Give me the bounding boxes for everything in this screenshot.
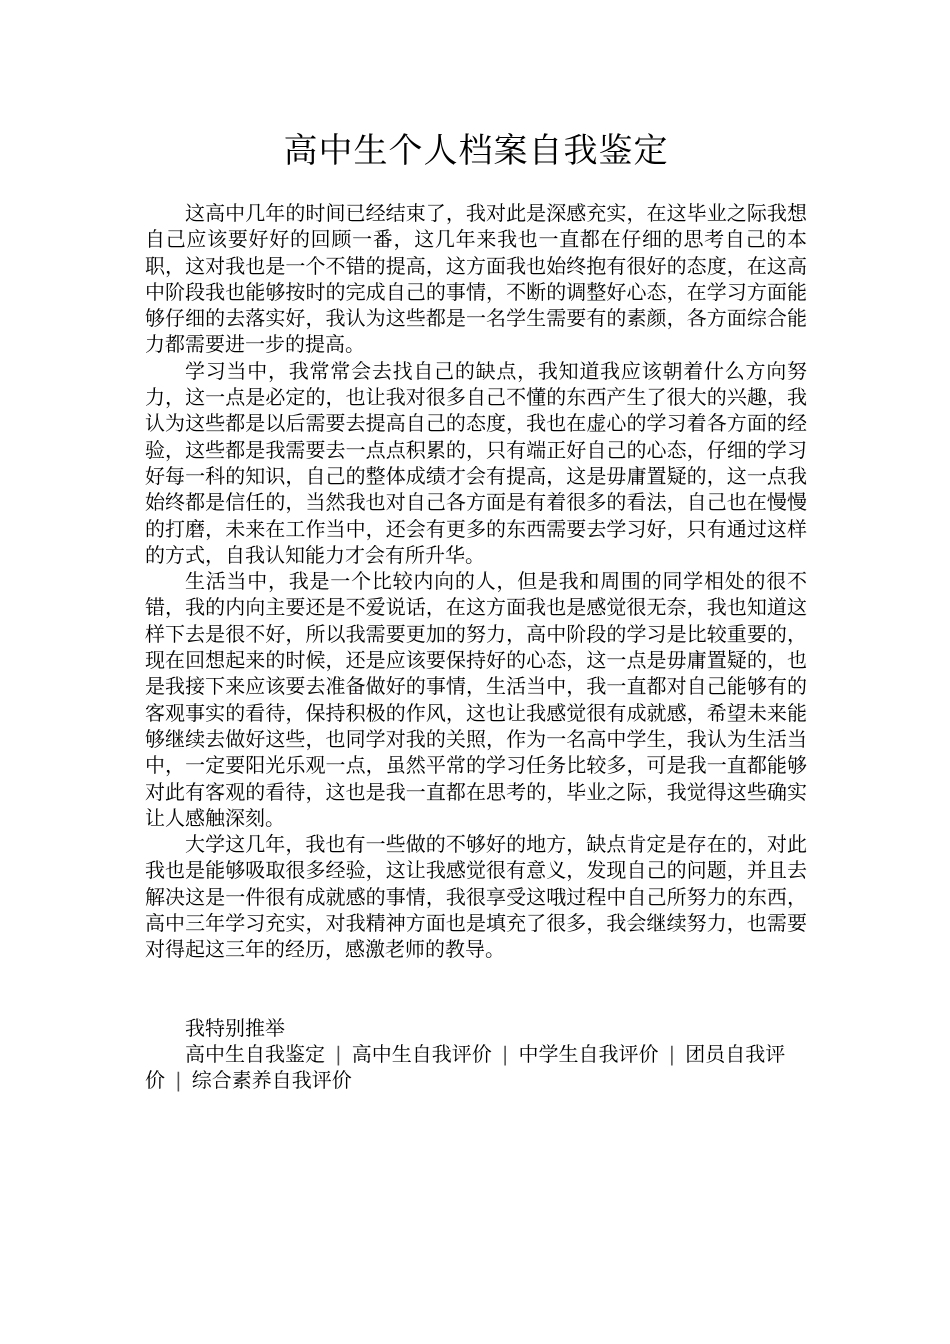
link-separator: | [668, 1041, 676, 1066]
recommend-link-league-member-self-evaluation[interactable]: 团员自我评价 [145, 1041, 786, 1093]
body-paragraph-4: 大学这几年，我也有一些做的不够好的地方，缺点肯定是存在的，对此我也是能够吸取很多经验，这让我感觉很有意义，发现自己的问题，并且去解决这是一件很有成就感的事情，我很享受这哦过程中自己所努力的东西，高中三年学习充实，对我精神方面也是填充了很多，我会继续努力，也需要对得起这三年的经历，感激老师的教导。 [145, 832, 807, 962]
recommend-links [145, 1041, 807, 1094]
link-separator: | [335, 1041, 342, 1066]
body-paragraph-3: 生活当中，我是一个比较内向的人，但是我和周围的同学相处的很不错，我的内向主要还是不爱说话，在这方面我也是感觉很无奈，我也知道这样下去是很不好，所以我需要更加的努力，高中阶段的学习是比较重要的，现在回想起来的时候，还是应该要保持好的心态，这一点是毋庸置疑的，也是我接下来应该要去准备做好的事情，生活当中，我一直都对自己能够有的客观事实的看待，保持积极的作风，这也让我感觉很有成就感，希望未来能够继续去做好这些，也同学对我的关照，作为一名高中学生，我认为生活当中，一定要阳光乐观一点，虽然平常的学习任务比较多，可是我一直都能够对此有客观的看待，这也是我一直都在思考的，毕业之际，我觉得这些确实让人感触深刻。 [145, 569, 807, 830]
recommend-link-high-school-self-evaluation[interactable]: 高中生自我评价 [351, 1041, 492, 1066]
body-paragraph-2: 学习当中，我常常会去找自己的缺点，我知道我应该朝着什么方向努力，这一点是必定的，也让我对很多自己不懂的东西产生了很大的兴趣，我认为这些都是以后需要去提高自己的态度，我也在虚心的学习着各方面的经验，这些都是我需要去一点点积累的，只有端正好自己的心态，仔细的学习好每一科的知识，自己的整体成绩才会有提高，这是毋庸置疑的，这一点我始终都是信任的，当然我也对自己各方面是有着很多的看法，自己也在慢慢的打磨，未来在工作当中，还会有更多的东西需要去学习好，只有通过这样的方式，自我认知能力才会有所升华。 [145, 358, 807, 567]
link-separator: | [501, 1041, 509, 1066]
recommend-heading: 我特别推举 [185, 1015, 285, 1040]
document-page [145, 0, 807, 1094]
recommend-link-high-school-self-appraisal[interactable]: 高中生自我鉴定 [185, 1041, 325, 1066]
document-body [145, 200, 807, 963]
document-title: 高中生个人档案自我鉴定 [283, 131, 669, 171]
body-paragraph-1: 这高中几年的时间已经结束了，我对此是深感充实，在这毕业之际我想自己应该要好好的回顾一番，这几年来我也一直都在仔细的思考自己的本职，这对我也是一个不错的提高，这方面我也始终抱有很好的态度，在这高中阶段我也能够按时的完成自己的事情，不断的调整好心态，在学习方面能够仔细的去落实好，我认为这些都是一名学生需要有的素颜，各方面综合能力都需要进一步的提高。 [145, 201, 807, 357]
recommend-link-comprehensive-quality-self-evaluation[interactable]: 综合素养自我评价 [191, 1068, 352, 1093]
recommend-section [145, 1015, 807, 1094]
link-separator: | [175, 1068, 182, 1093]
recommend-link-middle-school-self-evaluation[interactable]: 中学生自我评价 [518, 1041, 659, 1066]
